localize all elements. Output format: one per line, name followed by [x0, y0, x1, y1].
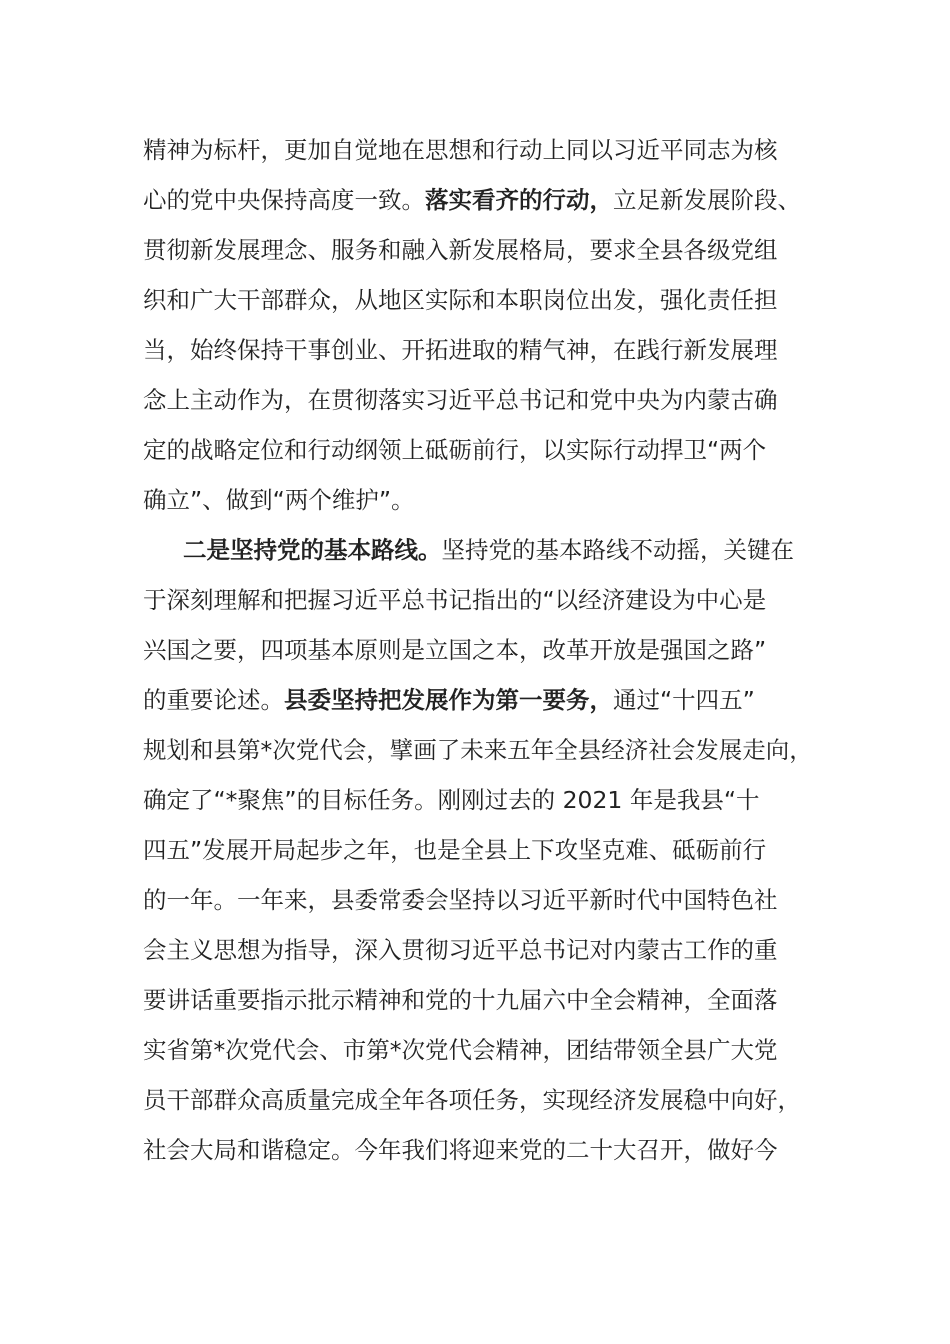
text-segment: 四五”发展开局起步之年，也是全县上下攻坚克难、砥砺前行	[143, 836, 767, 864]
text-line	[143, 625, 815, 675]
text-line	[143, 375, 815, 425]
text-line	[143, 175, 815, 225]
text-segment: 兴国之要，四项基本原则是立国之本，改革开放是强国之路”	[143, 636, 767, 664]
text-segment: 的一年。一年来，县委常委会坚持以习近平新时代中国特色社	[143, 886, 778, 914]
text-segment: 会主义思想为指导，深入贯彻习近平总书记对内蒙古工作的重	[143, 936, 778, 964]
bold-text-segment: 落实看齐的行动，	[425, 186, 613, 214]
text-line	[143, 275, 815, 325]
text-segment: 确立”、做到“两个维护”。	[143, 486, 415, 514]
text-line	[143, 1125, 815, 1175]
text-line	[143, 1075, 815, 1125]
text-segment: 社会大局和谐稳定。今年我们将迎来党的二十大召开，做好今	[143, 1136, 778, 1164]
text-segment: 心的党中央保持高度一致。	[143, 186, 425, 214]
text-segment: 规划和县第*次党代会，擘画了未来五年全县经济社会发展走向，	[143, 736, 813, 764]
text-line	[143, 475, 815, 525]
text-segment: 坚持党的基本路线不动摇，关键在	[441, 536, 794, 564]
text-line	[143, 125, 815, 175]
text-line	[143, 525, 815, 575]
text-segment: 贯彻新发展理念、服务和融入新发展格局，要求全县各级党组	[143, 236, 778, 264]
text-segment: 的重要论述。	[143, 686, 284, 714]
text-segment: 通过“十四五”	[613, 686, 755, 714]
text-line	[143, 225, 815, 275]
text-segment: 念上主动作为，在贯彻落实习近平总书记和党中央为内蒙古确	[143, 386, 778, 414]
text-line	[143, 1025, 815, 1075]
bold-text-segment: 二是坚持党的基本路线。	[183, 536, 442, 564]
text-line	[143, 425, 815, 475]
text-line	[143, 875, 815, 925]
text-segment: 于深刻理解和把握习近平总书记指出的“以经济建设为中心是	[143, 586, 767, 614]
bold-text-segment: 县委坚持把发展作为第一要务，	[284, 686, 613, 714]
text-segment: 精神为标杆，更加自觉地在思想和行动上同以习近平同志为核	[143, 136, 778, 164]
text-line	[143, 725, 815, 775]
text-segment: 确定了“*聚焦”的目标任务。刚刚过去的 2021 年是我县“十	[143, 786, 760, 814]
text-segment: 实省第*次党代会、市第*次党代会精神，团结带领全县广大党	[143, 1036, 778, 1064]
text-line	[143, 925, 815, 975]
text-line	[143, 325, 815, 375]
text-segment: 员干部群众高质量完成全年各项任务，实现经济发展稳中向好，	[143, 1086, 801, 1114]
text-line	[143, 825, 815, 875]
text-segment: 立足新发展阶段、	[613, 186, 801, 214]
text-line	[143, 775, 815, 825]
text-segment: 定的战略定位和行动纲领上砥砺前行，以实际行动捍卫“两个	[143, 436, 767, 464]
body-text	[143, 125, 815, 1175]
text-segment: 当，始终保持干事创业、开拓进取的精气神，在践行新发展理	[143, 336, 778, 364]
text-segment: 织和广大干部群众，从地区实际和本职岗位出发，强化责任担	[143, 286, 778, 314]
text-line	[143, 675, 815, 725]
text-line	[143, 575, 815, 625]
text-line	[143, 975, 815, 1025]
text-segment: 要讲话重要指示批示精神和党的十九届六中全会精神，全面落	[143, 986, 778, 1014]
